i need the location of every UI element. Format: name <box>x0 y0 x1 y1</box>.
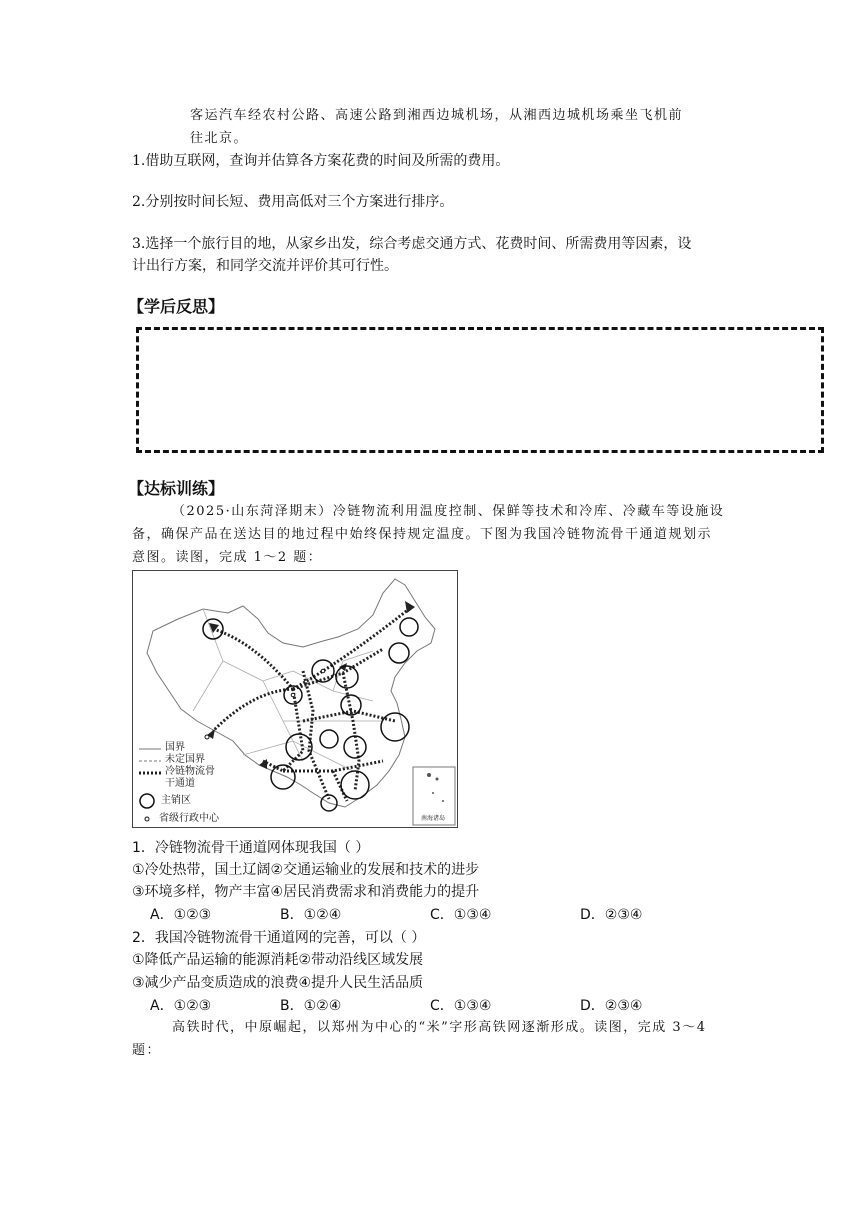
intro-line-1: 客运汽车经农村公路、高速公路到湘西边城机场，从湘西边城机场乘坐飞机前 <box>190 108 684 123</box>
q2-option-a[interactable]: A．①②③ <box>150 998 212 1014</box>
legend-corridor-2: 干通道 <box>165 778 195 789</box>
q1-stem: 1．冷链物流骨干通道网体现我国（ ） <box>132 840 370 856</box>
q2-line-1: ①降低产品运输的能源消耗②带动沿线区域发展 <box>132 952 424 968</box>
q2-stem: 2．我国冷链物流骨干通道网的完善，可以（ ） <box>132 930 426 946</box>
training-heading: 【达标训练】 <box>128 479 225 498</box>
q1-line-2: ③环境多样，物产丰富④居民消费需求和消费能力的提升 <box>132 884 480 900</box>
next-passage-line-2: 题： <box>132 1043 162 1058</box>
legend-capital: 省级行政中心 <box>159 813 219 824</box>
q2-option-d[interactable]: D．②③④ <box>580 998 643 1014</box>
q2-option-c[interactable]: C．①③④ <box>430 998 492 1014</box>
legend-corridor-1: 冷链物流骨 <box>165 766 215 777</box>
next-passage-line-1: 高铁时代，中原崛起，以郑州为中心的“米”字形高铁网逐渐形成。读图，完成 3～4 <box>172 1020 707 1035</box>
q1-option-c[interactable]: C．①③④ <box>430 907 492 923</box>
q1-option-d[interactable]: D．②③④ <box>580 907 643 923</box>
q2-option-b[interactable]: B．①②④ <box>280 998 342 1014</box>
market-circles <box>203 618 418 811</box>
q1-line-1: ①冷处热带，国土辽阔②交通运输业的发展和技术的进步 <box>132 862 480 878</box>
reflection-box <box>136 327 824 453</box>
training-para-line-3: 意图。读图，完成 1～2 题： <box>132 550 323 565</box>
task-2: 2.分别按时间长短、费用高低对三个方案进行排序。 <box>132 194 454 210</box>
q1-option-b[interactable]: B．①②④ <box>280 907 342 923</box>
legend-market: 主销区 <box>161 795 191 806</box>
legend-border: 国界 <box>165 742 185 753</box>
inset-label: 南海诸岛 <box>421 815 446 822</box>
reflection-heading: 【学后反思】 <box>128 297 225 316</box>
task-3-line-1: 3.选择一个旅行目的地，从家乡出发，综合考虑交通方式、花费时间、所需费用等因素，设 <box>132 236 692 252</box>
corridor-lines <box>213 609 409 801</box>
q2-line-2: ③减少产品变质造成的浪费④提升人民生活品质 <box>132 975 424 991</box>
task-1: 1.借助互联网，查询并估算各方案花费的时间及所需的费用。 <box>132 153 510 169</box>
legend-undetermined: 未定国界 <box>165 754 205 765</box>
task-3-line-2: 计出行方案，和同学交流并评价其可行性。 <box>132 258 398 274</box>
training-para-line-2: 备，确保产品在送达目的地过程中始终保持规定温度。下图为我国冷链物流骨干通道规划示 <box>132 527 713 542</box>
intro-line-2: 往北京。 <box>190 131 249 146</box>
training-para-line-1: （2025·山东菏泽期末）冷链物流利用温度控制、保鲜等技术和冷库、冷藏车等设施设 <box>172 504 725 519</box>
cold-chain-map <box>132 570 458 828</box>
q1-option-a[interactable]: A．①②③ <box>150 907 212 923</box>
